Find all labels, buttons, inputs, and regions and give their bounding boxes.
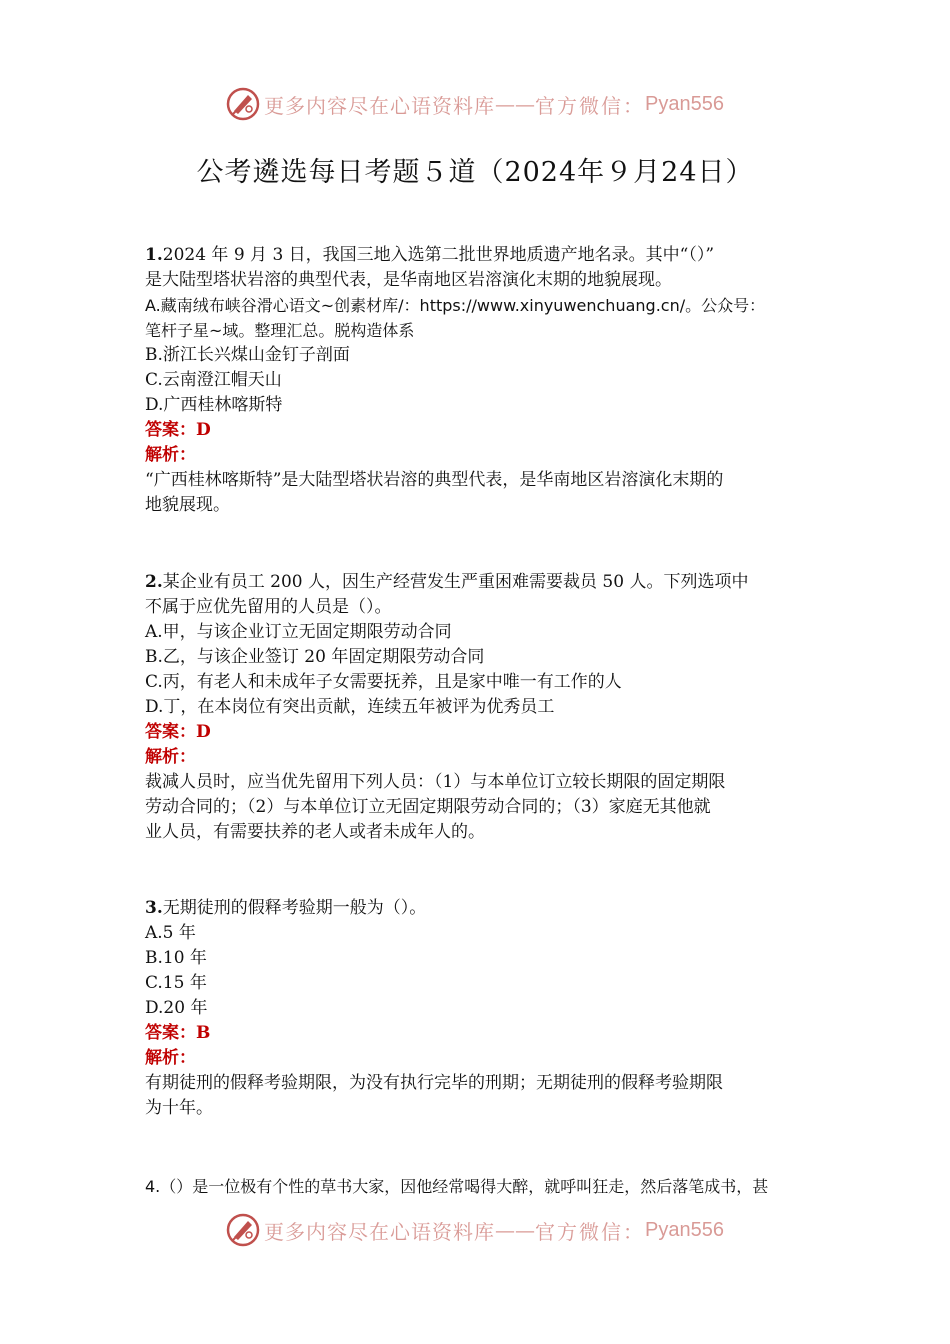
analysis-label: 解析： — [145, 445, 196, 465]
option-b: B.浙江长兴煤山金钉子剖面 — [145, 345, 350, 365]
option-a: A.藏南绒布峡谷滑心语文~创素材库/：https://www.xinyuwenchuang.cn/。公众号： — [145, 296, 766, 315]
question-number: 2. — [145, 572, 163, 592]
banner-wechat-label: 官方微信： — [535, 93, 646, 118]
banner-text: 更多内容尽在心语资料库 — [264, 93, 496, 118]
question-stem: 是大陆型塔状岩溶的典型代表，是华南地区岩溶演化末期的地貌展现。 — [145, 270, 672, 290]
question-2 — [145, 570, 810, 845]
analysis-text: “广西桂林喀斯特”是大陆型塔状岩溶的典型代表，是华南地区岩溶演化末期的 — [145, 470, 724, 490]
banner-separator: —— — [495, 1218, 536, 1242]
analysis-text: 劳动合同的；（2）与本单位订立无固定期限劳动合同的；（3）家庭无其他就 — [145, 797, 711, 817]
answer: 答案：B — [145, 1023, 211, 1043]
logo-icon — [226, 87, 260, 121]
banner-wechat-id: Pyan556 — [645, 1218, 724, 1241]
option-a: A.甲，与该企业订立无固定期限劳动合同 — [145, 622, 452, 642]
option-b: B.10 年 — [145, 948, 207, 968]
analysis-text: 业人员，有需要扶养的老人或者未成年人的。 — [145, 822, 485, 842]
option-a-cont: 笔杆子星~域。整理汇总。脱构造体系 — [145, 321, 415, 340]
option-d: D.广西桂林喀斯特 — [145, 395, 283, 415]
question-number: 1. — [145, 245, 163, 265]
question-list — [145, 243, 810, 1199]
question-stem: 某企业有员工 200 人，因生产经营发生严重困难需要裁员 50 人。下列选项中 — [162, 572, 749, 592]
analysis-text: 地貌展现。 — [145, 495, 230, 515]
option-c: C.丙，有老人和未成年子女需要抚养，且是家中唯一有工作的人 — [145, 672, 622, 692]
question-stem: 不属于应优先留用的人员是（）。 — [145, 597, 392, 617]
footer-banner — [0, 1210, 950, 1250]
analysis-text: 裁减人员时，应当优先留用下列人员：（1）与本单位订立较长期限的固定期限 — [145, 772, 726, 792]
logo-icon — [226, 1213, 260, 1247]
option-c: C.云南澄江帽天山 — [145, 370, 282, 390]
question-stem: 无期徒刑的假释考验期一般为（）。 — [162, 898, 427, 918]
option-a: A.5 年 — [145, 923, 196, 943]
option-d: D.丁，在本岗位有突出贡献，连续五年被评为优秀员工 — [145, 697, 555, 717]
option-b: B.乙，与该企业签订 20 年固定期限劳动合同 — [145, 647, 485, 667]
question-3 — [145, 896, 810, 1121]
option-d: D.20 年 — [145, 998, 208, 1018]
banner-separator: —— — [495, 92, 536, 116]
answer: 答案：D — [145, 722, 211, 742]
question-number: 3. — [145, 898, 163, 918]
question-4 — [145, 1174, 810, 1199]
option-c: C.15 年 — [145, 973, 207, 993]
question-stem: 4.（）是一位极有个性的草书大家，因他经常喝得大醉，就呼叫狂走，然后落笔成书，甚 — [145, 1177, 769, 1196]
analysis-text: 有期徒刑的假释考验期限，为没有执行完毕的刑期；无期徒刑的假释考验期限 — [145, 1073, 723, 1093]
analysis-text: 为十年。 — [145, 1098, 213, 1118]
header-banner — [0, 84, 950, 124]
banner-wechat-label: 官方微信： — [535, 1219, 646, 1244]
analysis-label: 解析： — [145, 747, 196, 767]
banner-text: 更多内容尽在心语资料库 — [264, 1219, 496, 1244]
question-stem: 2024 年 9 月 3 日，我国三地入选第二批世界地质遗产地名录。其中“（）” — [162, 245, 715, 265]
question-1 — [145, 243, 810, 518]
banner-wechat-id: Pyan556 — [645, 92, 724, 115]
analysis-label: 解析： — [145, 1048, 196, 1068]
answer: 答案：D — [145, 420, 211, 440]
page-title: 公考遴选每日考题５道（2024年９月24日） — [196, 157, 754, 188]
